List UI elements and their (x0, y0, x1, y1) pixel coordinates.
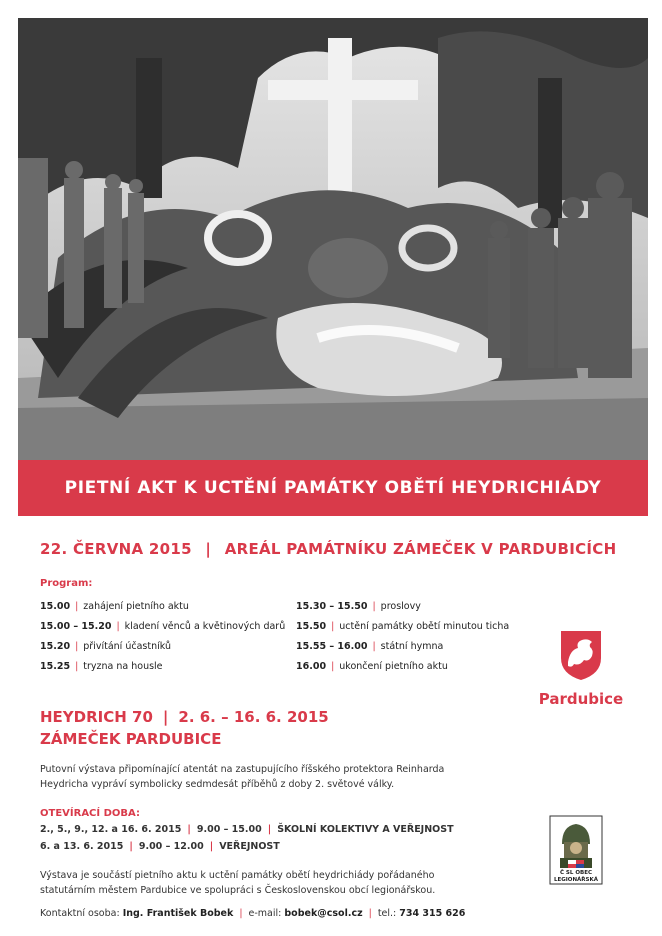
pardubice-name: Pardubice (538, 690, 624, 708)
program-column-right (296, 596, 546, 676)
banner-title: PIETNÍ AKT K UCTĚNÍ PAMÁTKY OBĚTÍ HEYDRICHIÁDY (64, 478, 602, 498)
program-item (40, 636, 290, 656)
separator: | (331, 660, 335, 672)
exhibition-title (40, 706, 329, 750)
event-date: 22. ČERVNA 2015 (40, 540, 192, 558)
separator: | (75, 640, 79, 652)
program-text: přivítání účastníků (83, 640, 171, 652)
memorial-photo (18, 18, 648, 460)
hours-time: 9.00 – 15.00 (196, 824, 262, 835)
program-item (40, 616, 290, 636)
program-time: 15.20 (40, 640, 71, 652)
program-text: proslovy (380, 600, 421, 612)
hours-note: VEŘEJNOST (219, 841, 280, 852)
program-text: státní hymna (380, 640, 444, 652)
separator: | (75, 660, 79, 672)
separator: | (209, 841, 214, 852)
event-date-place (40, 540, 616, 558)
program-text: zahájení pietního aktu (83, 600, 189, 612)
exhibition-venue: ZÁMEČEK PARDUBICE (40, 730, 222, 748)
title-banner (18, 460, 648, 516)
program-text: ukončení pietního aktu (339, 660, 448, 672)
hours-time: 9.00 – 12.00 (138, 841, 204, 852)
email-label: e-mail: (248, 908, 282, 919)
program-item (296, 636, 546, 656)
exhibition-name: HEYDRICH 70 (40, 708, 153, 726)
separator: | (368, 908, 372, 919)
exhibition-note: Výstava je součástí pietního aktu k uctění památky obětí heydrichiády pořádaného statutárním městem Pardubice ve spolupráci s Československou obcí legionářskou. (40, 870, 436, 896)
program-item (296, 616, 546, 636)
program-time: 15.30 – 15.50 (296, 600, 368, 612)
white-horse-shield-icon (558, 628, 604, 682)
program-item (40, 656, 290, 676)
hours-days: 6. a 13. 6. 2015 (40, 841, 124, 852)
program-time: 15.25 (40, 660, 71, 672)
separator: | (187, 824, 191, 835)
program-time: 15.00 (40, 600, 71, 612)
program-item (296, 656, 546, 676)
separator: | (162, 708, 169, 726)
separator: | (372, 640, 376, 652)
program-time: 15.55 – 16.00 (296, 640, 368, 652)
program-time: 16.00 (296, 660, 327, 672)
legion-text-legionarska: LEGIONÁŘSKÁ (553, 876, 599, 883)
program-column-left (40, 596, 290, 676)
separator: | (239, 908, 243, 919)
opening-hours-row (40, 824, 454, 835)
separator: | (75, 600, 79, 612)
separator: | (129, 841, 133, 852)
event-separator: | (205, 540, 212, 558)
contact-label: Kontaktní osoba: (40, 908, 120, 919)
contact-phone: 734 315 626 (399, 908, 466, 919)
opening-hours-title: OTEVÍRACÍ DOBA: (40, 808, 140, 819)
program-item (296, 596, 546, 616)
opening-hours-row (40, 841, 280, 852)
program-text: kladení věnců a květinových darů (124, 620, 286, 632)
separator: | (372, 600, 376, 612)
hours-note: ŠKOLNÍ KOLEKTIVY A VEŘEJNOST (277, 824, 454, 835)
legion-text (552, 870, 600, 883)
program-item (40, 596, 290, 616)
contact-person: Ing. František Bobek (122, 908, 234, 919)
program-time: 15.00 – 15.20 (40, 620, 112, 632)
memorial-photo-image (18, 18, 648, 460)
program-text: tryzna na housle (83, 660, 163, 672)
legion-text-obec: OBEC (575, 870, 592, 876)
program-time: 15.50 (296, 620, 327, 632)
exhibition-dates: 2. 6. – 16. 6. 2015 (178, 708, 329, 726)
program-text: uctění památky obětí minutou ticha (339, 620, 510, 632)
exhibition-description: Putovní výstava připomínající atentát na zastupujícího říšského protektora Reinharda Heydricha vypráví symbolicky sedmdesát příběhů z doby 2. světové války. (40, 764, 445, 790)
exhibition-title-line1 (40, 706, 329, 728)
program-label: Program: (40, 578, 93, 589)
contact-line (40, 908, 465, 919)
separator: | (116, 620, 120, 632)
contact-email[interactable]: bobek@csol.cz (284, 908, 363, 919)
legion-text-csl: Č SL (559, 870, 574, 876)
legion-logo (548, 814, 604, 886)
hours-days: 2., 5., 9., 12. a 16. 6. 2015 (40, 824, 182, 835)
pardubice-logo (536, 628, 626, 708)
phone-label: tel.: (377, 908, 397, 919)
separator: | (331, 620, 335, 632)
separator: | (267, 824, 272, 835)
event-place: AREÁL PAMÁTNÍKU ZÁMEČEK V PARDUBICÍCH (224, 540, 617, 558)
